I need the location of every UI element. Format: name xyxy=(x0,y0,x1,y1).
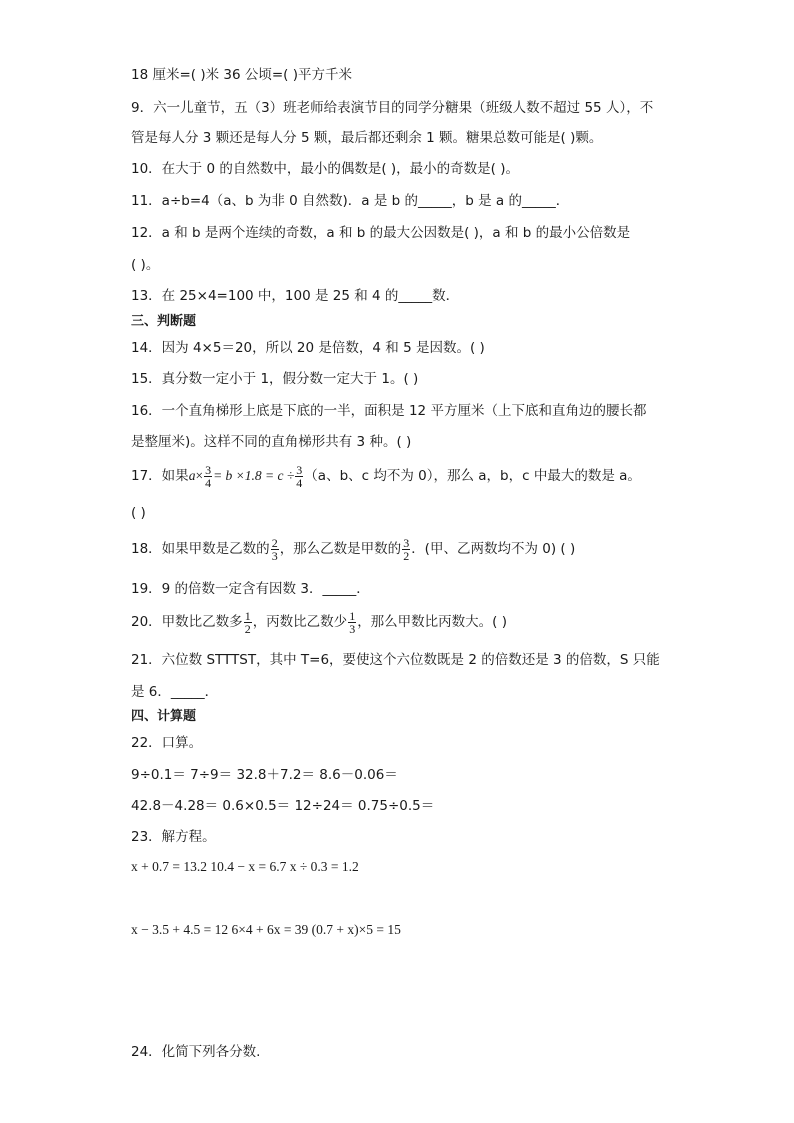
q20-fraction-1 xyxy=(244,610,252,635)
q24-line: 24．化简下列各分数. xyxy=(131,1044,261,1060)
q18-fraction-1 xyxy=(271,537,279,562)
q20-prefix: 20．甲数比乙数多 xyxy=(131,614,243,630)
q17-fraction-2-numerator: 3 xyxy=(296,462,303,477)
equation-row-1: x + 0.7 = 13.2 10.4 − x = 6.7 x ÷ 0.3 = 1.2 xyxy=(131,859,359,874)
section-heading-calculation: 四、计算题 xyxy=(131,709,197,724)
q18-prefix: 18．如果甲数是乙数的 xyxy=(131,541,270,557)
q17-answer-line: ( ) xyxy=(131,505,146,521)
q20-fraction-1-numerator: 1 xyxy=(244,608,251,623)
q17-suffix: （a、b、c 均不为 0），那么 a，b，c 中最大的数是 a。 xyxy=(304,468,641,484)
q20-suffix: ，那么甲数比丙数大。( ) xyxy=(357,614,508,630)
q21-line-1: 21．六位数 STTTST，其中 T=6，要使这个六位数既是 2 的倍数还是 3 的倍数，S 只能 xyxy=(131,652,660,668)
q17-fraction-2 xyxy=(295,464,303,489)
q20-middle: ，丙数比乙数少 xyxy=(252,614,348,630)
q16-line-2: 是整厘米)。这样不同的直角梯形共有 3 种。( ) xyxy=(131,434,412,450)
q18-fraction-1-numerator: 2 xyxy=(271,535,278,550)
q18-fraction-2-numerator: 3 xyxy=(403,535,410,550)
q17-prefix: 17．如果 xyxy=(131,468,189,484)
section-heading-judgement: 三、判断题 xyxy=(131,314,197,329)
q18-fraction-2 xyxy=(402,537,410,562)
q16-line-1: 16．一个直角梯形上底是下底的一半，面积是 12 平方厘米（上下底和直角边的腰长都 xyxy=(131,403,647,419)
q18-middle: ，那么乙数是甲数的 xyxy=(279,541,402,557)
q18-suffix: ．(甲、乙两数均不为 0) ( ) xyxy=(411,541,576,557)
q15-line: 15．真分数一定小于 1，假分数一定大于 1。( ) xyxy=(131,371,419,387)
q17-fraction-2-denominator: 4 xyxy=(296,475,303,490)
q19-line: 19．9 的倍数一定含有因数 3．_____． xyxy=(131,581,370,597)
q14-line: 14．因为 4×5＝20，所以 20 是倍数，4 和 5 是因数。( ) xyxy=(131,340,485,356)
equation-row-2: x − 3.5 + 4.5 = 12 6×4 + 6x = 39 (0.7 + x)×5 = 15 xyxy=(131,922,401,937)
q23-line: 23．解方程。 xyxy=(131,829,216,845)
q12-line-2: ( )。 xyxy=(131,257,160,273)
q9-line-2: 管是每人分 3 颗还是每人分 5 颗，最后都还剩余 1 颗。糖果总数可能是( )颗。 xyxy=(131,130,603,146)
q17-var-a: a xyxy=(188,468,196,483)
q17-line xyxy=(131,462,641,490)
q20-fraction-2-numerator: 1 xyxy=(349,608,356,623)
q17-fraction-1 xyxy=(204,464,212,489)
calc-row-2: 42.8－4.28＝ 0.6×0.5＝ 12÷24＝ 0.75÷0.5＝ xyxy=(131,798,435,814)
q17-middle-expression: = b ×1.8 = c ÷ xyxy=(213,468,295,483)
q12-line-1: 12．a 和 b 是两个连续的奇数，a 和 b 的最大公因数是( )，a 和 b 的最小公倍数是 xyxy=(131,225,631,241)
q20-fraction-2-denominator: 3 xyxy=(349,621,356,636)
q9-line-1: 9．六一儿童节，五（3）班老师给表演节目的同学分糖果（班级人数不超过 55 人），不 xyxy=(131,100,654,116)
q20-fraction-1-denominator: 2 xyxy=(244,621,251,636)
q17-times: × xyxy=(195,468,204,483)
q18-line xyxy=(131,535,575,563)
q20-line xyxy=(131,608,507,636)
q18-fraction-1-denominator: 3 xyxy=(271,548,278,563)
q10-line: 10．在大于 0 的自然数中，最小的偶数是( )，最小的奇数是( )。 xyxy=(131,161,519,177)
q20-fraction-2 xyxy=(348,610,356,635)
q22-line: 22．口算。 xyxy=(131,735,203,751)
q8-line-cont: 18 厘米=( )米 36 公顷=( )平方千米 xyxy=(131,67,353,83)
calc-row-1: 9÷0.1＝ 7÷9＝ 32.8＋7.2＝ 8.6－0.06＝ xyxy=(131,767,398,783)
q13-line: 13．在 25×4=100 中，100 是 25 和 4 的_____数． xyxy=(131,288,460,304)
q21-line-2: 是 6．_____． xyxy=(131,684,219,700)
q11-line: 11．a÷b=4（a、b 为非 0 自然数)．a 是 b 的_____，b 是 a 的_____． xyxy=(131,193,570,209)
q17-fraction-1-numerator: 3 xyxy=(205,462,212,477)
q18-fraction-2-denominator: 2 xyxy=(403,548,410,563)
q17-fraction-1-denominator: 4 xyxy=(205,475,212,490)
